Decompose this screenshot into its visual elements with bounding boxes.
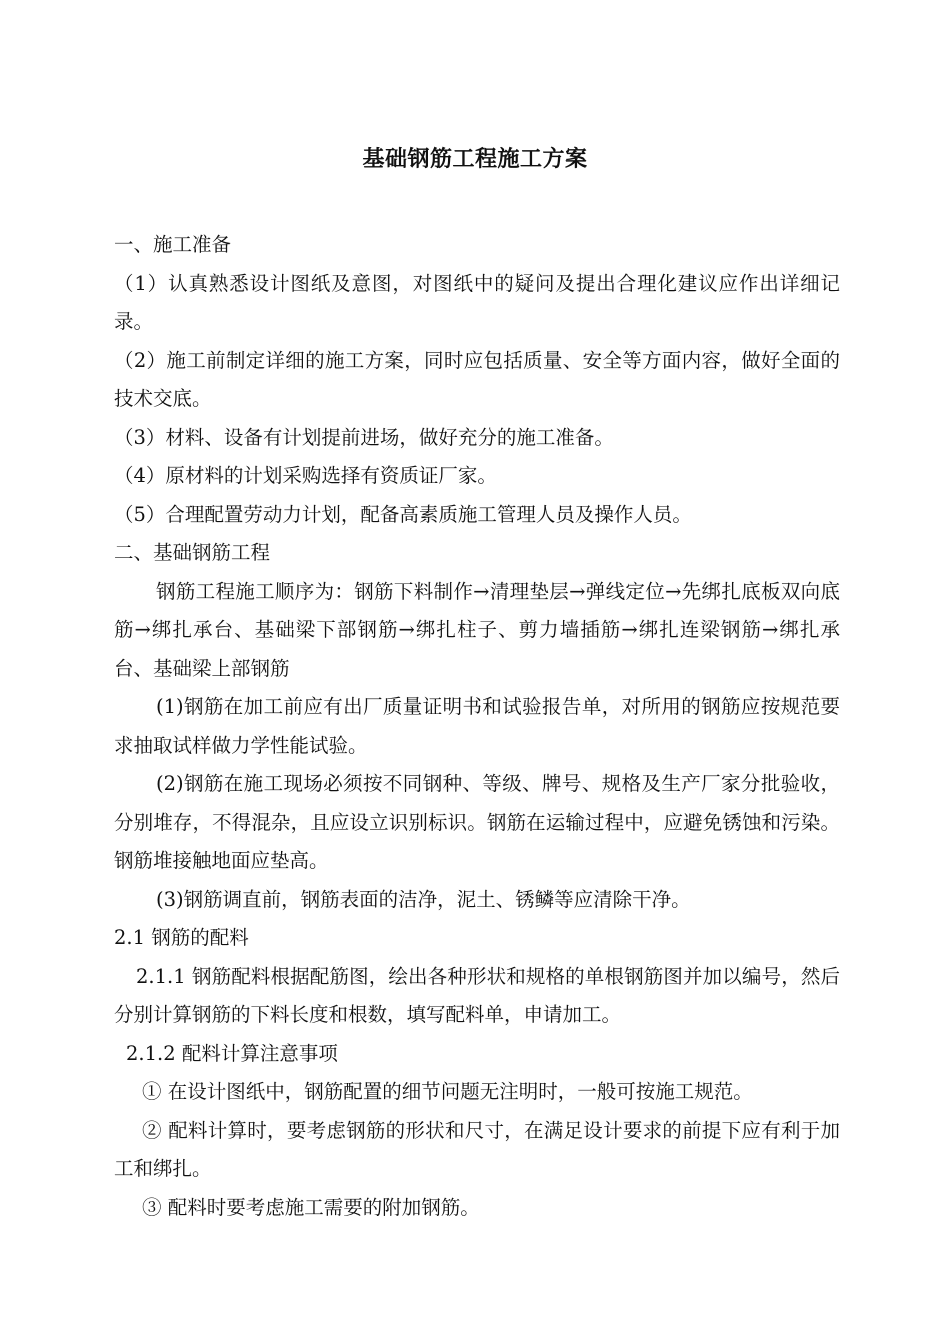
prep-item-5: （5）合理配置劳动力计划，配备高素质施工管理人员及操作人员。 [114,502,692,526]
document-body [114,226,840,1227]
subsection-heading-2-1: 2.1 钢筋的配料 [114,926,249,949]
prep-item-1: （1）认真熟悉设计图纸及意图，对图纸中的疑问及提出合理化建议应作出详细记录。 [114,271,840,333]
note-item-3: ③ 配料时要考虑施工需要的附加钢筋。 [142,1195,480,1219]
subsection-heading-2-1-2: 2.1.2 配料计算注意事项 [126,1041,338,1065]
subsection-2-1-1: 2.1.1 钢筋配料根据配筋图，绘出各种形状和规格的单根钢筋图并加以编号，然后分别计算钢筋的下料长度和根数，填写配料单，申请加工。 [114,964,840,1026]
section-heading-rebar: 二、基础钢筋工程 [114,541,271,564]
rebar-item-3: (3)钢筋调直前，钢筋表面的洁净，泥土、锈鳞等应清除干净。 [156,887,691,911]
note-item-2: ② 配料计算时，要考虑钢筋的形状和尺寸，在满足设计要求的前提下应有利于加工和绑扎。 [114,1118,840,1180]
prep-item-3: （3）材料、设备有计划提前进场，做好充分的施工准备。 [114,425,614,449]
section-heading-preparation: 一、施工准备 [114,233,232,256]
prep-item-4: （4）原材料的计划采购选择有资质证厂家。 [114,464,497,487]
rebar-item-1: (1)钢筋在加工前应有出厂质量证明书和试验报告单，对所用的钢筋应按规范要求抽取试样做力学性能试验。 [114,695,840,757]
note-item-1: ① 在设计图纸中，钢筋配置的细节问题无注明时，一般可按施工规范。 [142,1080,753,1103]
prep-item-2: （2）施工前制定详细的施工方案，同时应包括质量、安全等方面内容，做好全面的技术交底。 [114,348,840,410]
rebar-sequence: 钢筋工程施工顺序为：钢筋下料制作→清理垫层→弹线定位→先绑扎底板双向底筋→绑扎承台、基础梁下部钢筋→绑扎柱子、剪力墙插筋→绑扎连梁钢筋→绑扎承台、基础梁上部钢筋 [114,579,840,680]
rebar-item-2: (2)钢筋在施工现场必须按不同钢种、等级、牌号、规格及生产厂家分批验收，分别堆存，不得混杂，且应设立识别标识。钢筋在运输过程中，应避免锈蚀和污染。钢筋堆接触地面应垫高。 [114,772,840,872]
document-title: 基础钢筋工程施工方案 [362,147,588,172]
